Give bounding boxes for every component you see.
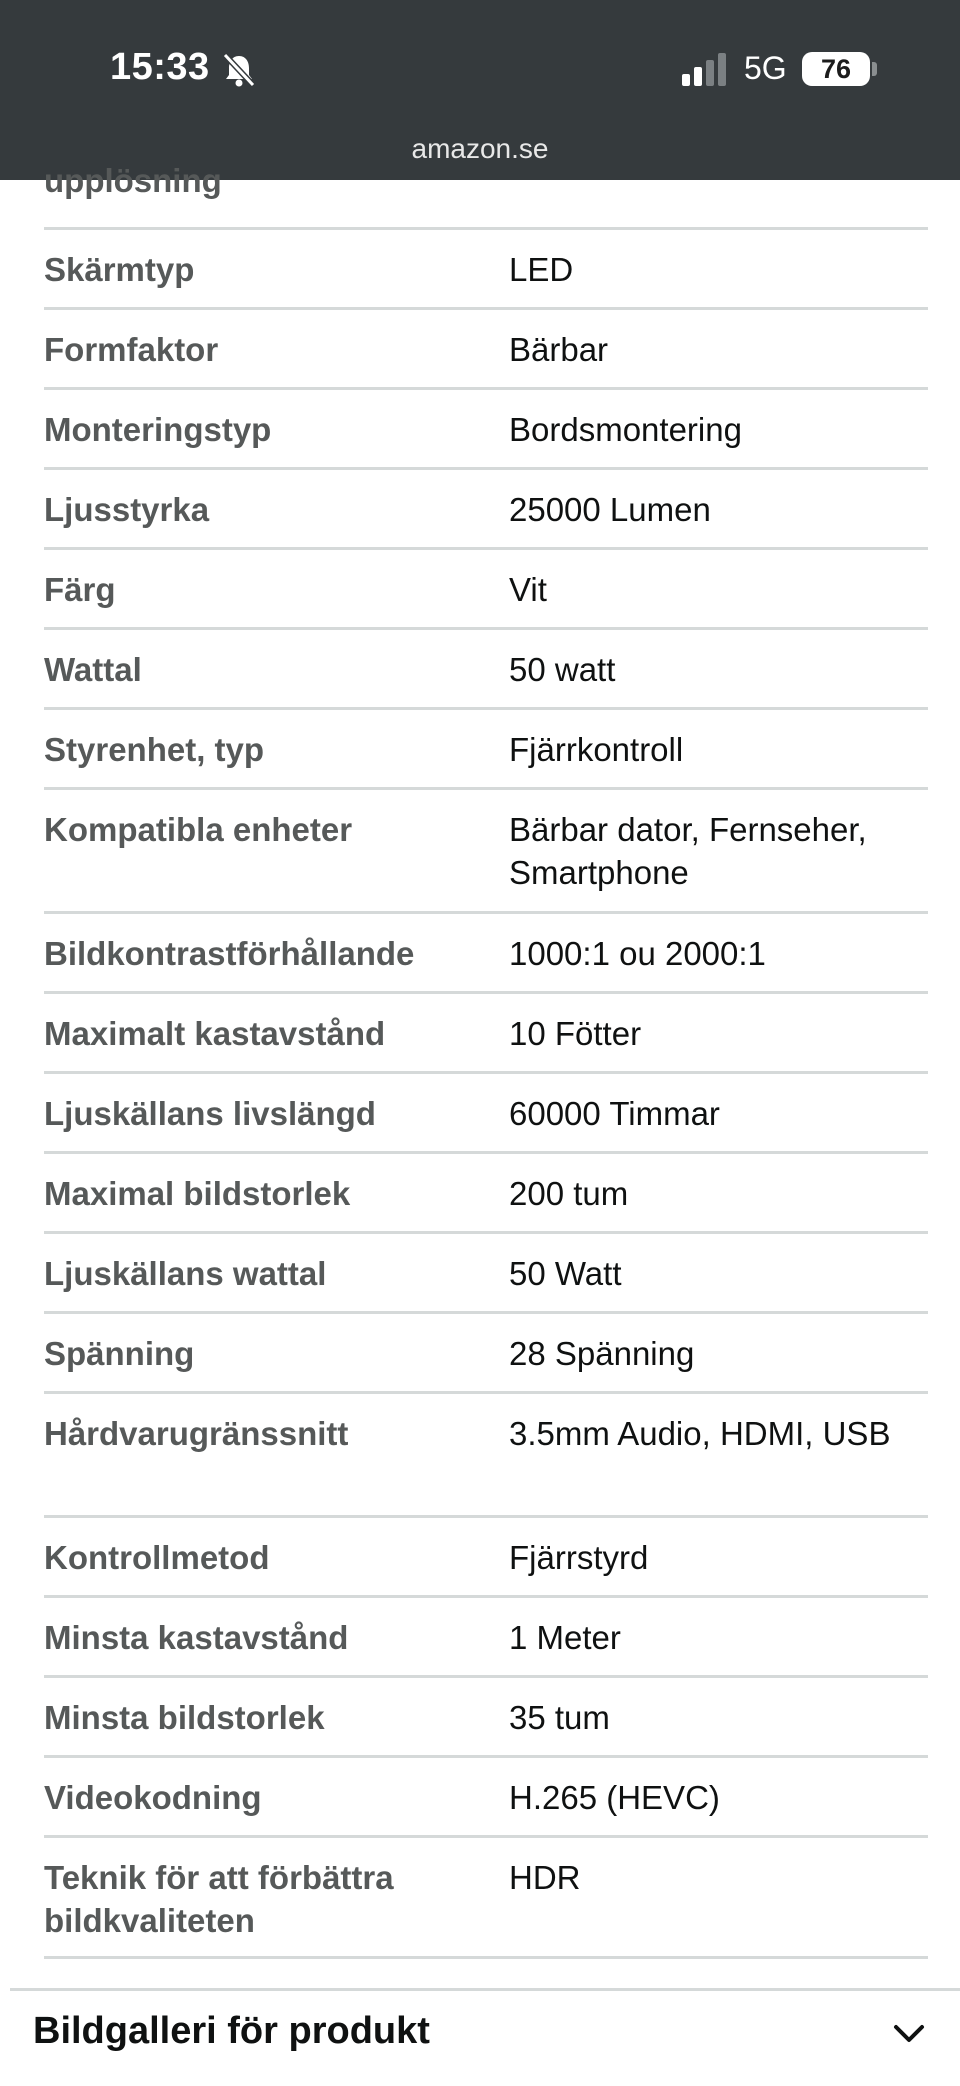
spec-value: Bordsmontering [509, 411, 742, 448]
spec-label: Hårdvarugränssnitt [44, 1415, 349, 1452]
spec-row [44, 787, 928, 911]
spec-row [44, 1231, 928, 1311]
spec-label: Ljuskällans livslängd [44, 1095, 376, 1132]
spec-label: Ljusstyrka [44, 491, 210, 528]
spec-row [44, 707, 928, 787]
spec-row [44, 1755, 928, 1835]
spec-value: 3.5mm Audio, HDMI, USB [509, 1415, 891, 1452]
spec-label: Spänning [44, 1335, 195, 1372]
spec-row [44, 547, 928, 627]
spec-value: 50 watt [509, 651, 616, 688]
spec-label: Wattal [44, 651, 142, 688]
spec-value: Bärbar [509, 331, 609, 368]
spec-row [44, 307, 928, 387]
url-label[interactable]: amazon.se [411, 133, 549, 164]
spec-value: 25000 Lumen [509, 491, 711, 528]
section-divider [10, 1988, 960, 1991]
spec-value: LED [509, 251, 574, 288]
spec-row [44, 1311, 928, 1391]
spec-row [44, 1151, 928, 1231]
battery-icon: 76 [802, 52, 870, 86]
spec-row [44, 1595, 928, 1675]
spec-label: Skärmtyp [44, 251, 195, 288]
partial-spec-label [44, 162, 484, 212]
spec-label: Minsta bildstorlek [44, 1699, 325, 1736]
spec-value: HDR [509, 1859, 581, 1896]
spec-value: Bärbar dator, Fernseher, Smartphone [509, 811, 867, 891]
spec-value: Vit [509, 571, 547, 608]
status-bar [0, 0, 960, 180]
spec-label: Ljuskällans wattal [44, 1255, 327, 1292]
spec-label: Minsta kastavstånd [44, 1619, 349, 1656]
spec-label: Kontrollmetod [44, 1539, 270, 1576]
spec-row [44, 991, 928, 1071]
spec-row [44, 627, 928, 707]
bell-slash-icon [222, 52, 256, 88]
status-time: 15:33 [110, 46, 210, 88]
signal-icon [680, 52, 730, 86]
spec-value: Fjärrstyrd [509, 1539, 649, 1576]
spec-label: Maximalt kastavstånd [44, 1015, 386, 1052]
spec-value: 10 Fötter [509, 1015, 642, 1052]
spec-value: 1 Meter [509, 1619, 621, 1656]
spec-row [44, 1071, 928, 1151]
spec-label: Färg [44, 571, 116, 608]
spec-label: Maximal bildstorlek [44, 1175, 351, 1212]
spec-label: Formfaktor [44, 331, 219, 368]
spec-value: 60000 Timmar [509, 1095, 720, 1132]
spec-label: Monteringstyp [44, 411, 272, 448]
spec-label: Teknik för att förbättra bildkvaliteten [44, 1859, 394, 1939]
spec-value: 50 Watt [509, 1255, 622, 1292]
gallery-section-title[interactable]: Bildgalleri för produkt [33, 2010, 430, 2052]
spec-row [44, 467, 928, 547]
network-type: 5G [744, 50, 787, 86]
spec-label: Styrenhet, typ [44, 731, 265, 768]
spec-row [44, 227, 928, 307]
partial-spec-label-text: upplösning [44, 162, 222, 199]
spec-row [44, 1675, 928, 1755]
spec-value: 1000:1 ou 2000:1 [509, 935, 766, 972]
spec-value: Fjärrkontroll [509, 731, 684, 768]
spec-row [44, 387, 928, 467]
spec-value: 35 tum [509, 1699, 610, 1736]
spec-label: Bildkontrastförhållande [44, 935, 415, 972]
spec-value: 28 Spänning [509, 1335, 695, 1372]
battery-tip [872, 62, 877, 76]
spec-label: Videokodning [44, 1779, 262, 1816]
spec-row [44, 1391, 928, 1515]
spec-row [44, 1835, 928, 1959]
spec-row [44, 1515, 928, 1595]
spec-value: H.265 (HEVC) [509, 1779, 720, 1816]
spec-value: 200 tum [509, 1175, 629, 1212]
chevron-down-icon[interactable] [892, 2022, 926, 2046]
spec-row [44, 911, 928, 991]
spec-label: Kompatibla enheter [44, 811, 353, 848]
